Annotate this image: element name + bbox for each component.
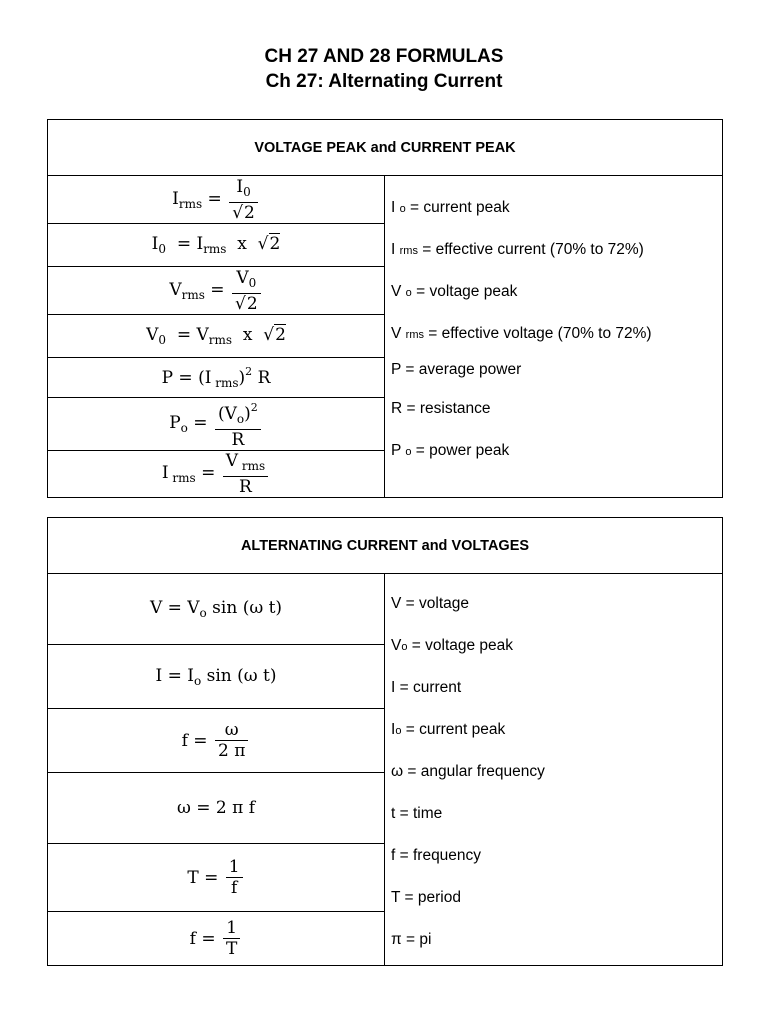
document-title	[0, 44, 768, 94]
title-line-2: Ch 27: Alternating Current	[265, 71, 503, 92]
alternating-current-table	[47, 517, 723, 966]
def-average-power: P = average power	[391, 361, 522, 378]
voltage-current-peak-table	[47, 119, 723, 498]
formula-angular-frequency: ω = 2 π f	[48, 773, 385, 844]
formula-v0-from-vrms: $V_0 = V_{rms}$ x √2	[48, 315, 385, 358]
def-pi: π = pi	[391, 931, 432, 948]
formula-period: T = $\frac{1}{f}$	[48, 844, 385, 912]
formula-current-sin: $I = I_o$ sin (ω t)	[48, 645, 385, 709]
def-voltage: V = voltage	[391, 595, 469, 612]
formula-voltage-sin: $V = V_o$ sin (ω t)	[48, 574, 385, 645]
def-effective-voltage: V rms = effective voltage (70% to 72%)	[391, 325, 652, 342]
def-current-peak-2: Io = current peak	[391, 721, 506, 738]
def-power-peak: P o = power peak	[391, 442, 510, 459]
def-effective-current: I rms = effective current (70% to 72%)	[391, 241, 644, 258]
formula-irms-from-vrms: I $_{rms}$ = $\frac{V _{rms}}{R}$	[48, 451, 385, 498]
def-voltage-peak-2: Vo = voltage peak	[391, 637, 514, 654]
formula-irms-from-i0: $I_{rms}$ = $\frac{I_0}{√2}$	[48, 176, 385, 224]
formula-frequency-from-omega: f = $\frac{\omega}{2 \pi}$	[48, 709, 385, 773]
def-voltage-peak: V o = voltage peak	[391, 283, 518, 300]
def-period: T = period	[391, 889, 461, 906]
table2-header: ALTERNATING CURRENT and VOLTAGES	[48, 518, 723, 574]
formula-average-power: P = (I $_{rms}$)$^2$ R	[48, 358, 385, 398]
def-current-peak: I o = current peak	[391, 199, 510, 216]
def-angular-frequency: ω = angular frequency	[391, 763, 545, 780]
def-current: I = current	[391, 679, 462, 696]
formula-power-peak: $P_o$ = $\frac{(V_o)^2}{R}$	[48, 398, 385, 451]
formula-i0-from-irms: $I_0 = I_{rms}$ x √2	[48, 224, 385, 267]
def-time: t = time	[391, 805, 443, 822]
formula-vrms-from-v0: $V_{rms}$ = $\frac{V_0}{√2}$	[48, 267, 385, 315]
table1-header: VOLTAGE PEAK and CURRENT PEAK	[48, 120, 723, 176]
formula-frequency-from-period: f = $\frac{1}{T}$	[48, 912, 385, 966]
def-resistance: R = resistance	[391, 400, 491, 417]
def-frequency: f = frequency	[391, 847, 482, 864]
title-line-1: CH 27 AND 28 FORMULAS	[264, 46, 504, 67]
